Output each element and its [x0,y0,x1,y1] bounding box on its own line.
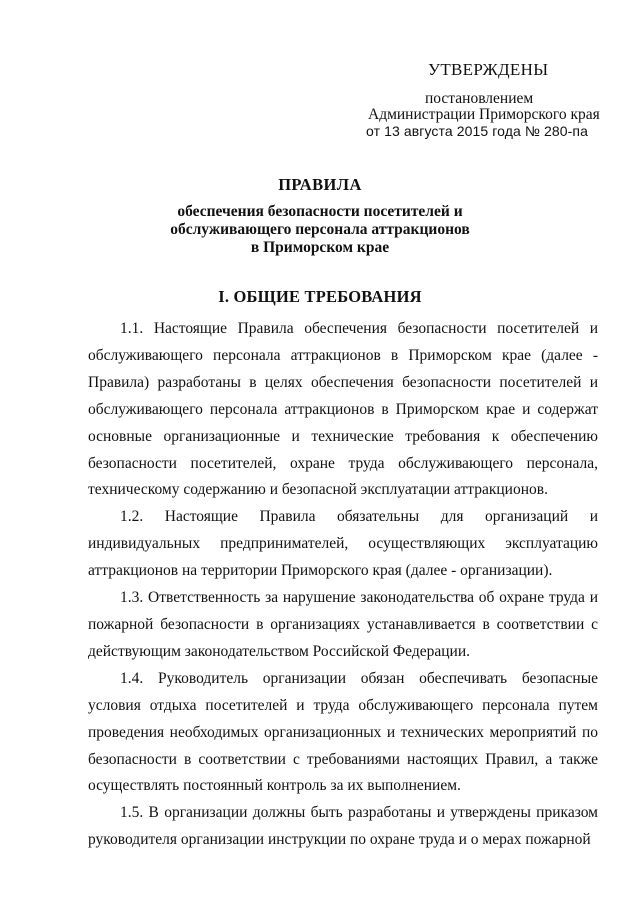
document-body [88,316,598,854]
paragraph: 1.1. Настоящие Правила обеспечения безопасности посетителей и обслуживающего персонала аттракционов в Приморском крае (далее - Правила) разработаны в целях обеспечения безопасности посетителей и обслуживающего персонала аттракционов в Приморском крае и содержат основные организационные и технические требования к обеспечению безопасности посетителей, охране труда обслуживающего персонала, техническому содержанию и безопасной эксплуатации аттракционов. [88,320,598,499]
document-subtitle-line: обеспечения безопасности посетителей и [177,203,463,220]
approval-line-date-number: от 13 августа 2015 года № 280-па [366,123,588,139]
approval-title: УТВЕРЖДЕНЫ [428,60,549,79]
approval-line-administration: Администрации Приморского края [368,106,600,123]
document-subtitle-line: обслуживающего персонала аттракционов [170,221,470,238]
paragraph: 1.3. Ответственность за нарушение законодательства об охране труда и пожарной безопасности в организациях устанавливается в соответствии с действующим законодательством Российской Федерации. [88,589,598,660]
document-subtitle-line: в Приморском крае [250,239,390,256]
approval-line-resolution: постановлением [425,90,534,107]
document-title: ПРАВИЛА [278,175,362,194]
paragraph: 1.4. Руководитель организации обязан обеспечивать безопасные условия отдыха посетителей и труда обслуживающего персонала путем проведения необходимых организационных и технических мероприятий по безопасности в соответствии с требованиями настоящих Правил, а также осуществлять постоянный контроль за их выполнением. [88,669,598,795]
paragraph: 1.2. Настоящие Правила обязательны для организаций и индивидуальных предпринимателей, осуществляющих эксплуатацию аттракционов на территории Приморского края (далее - организации). [88,508,598,580]
paragraph: 1.5. В организации должны быть разработаны и утверждены приказом руководителя организации инструкции по охране труда и о мерах пожарной [88,804,598,849]
section-title: I. ОБЩИЕ ТРЕБОВАНИЯ [218,287,422,306]
